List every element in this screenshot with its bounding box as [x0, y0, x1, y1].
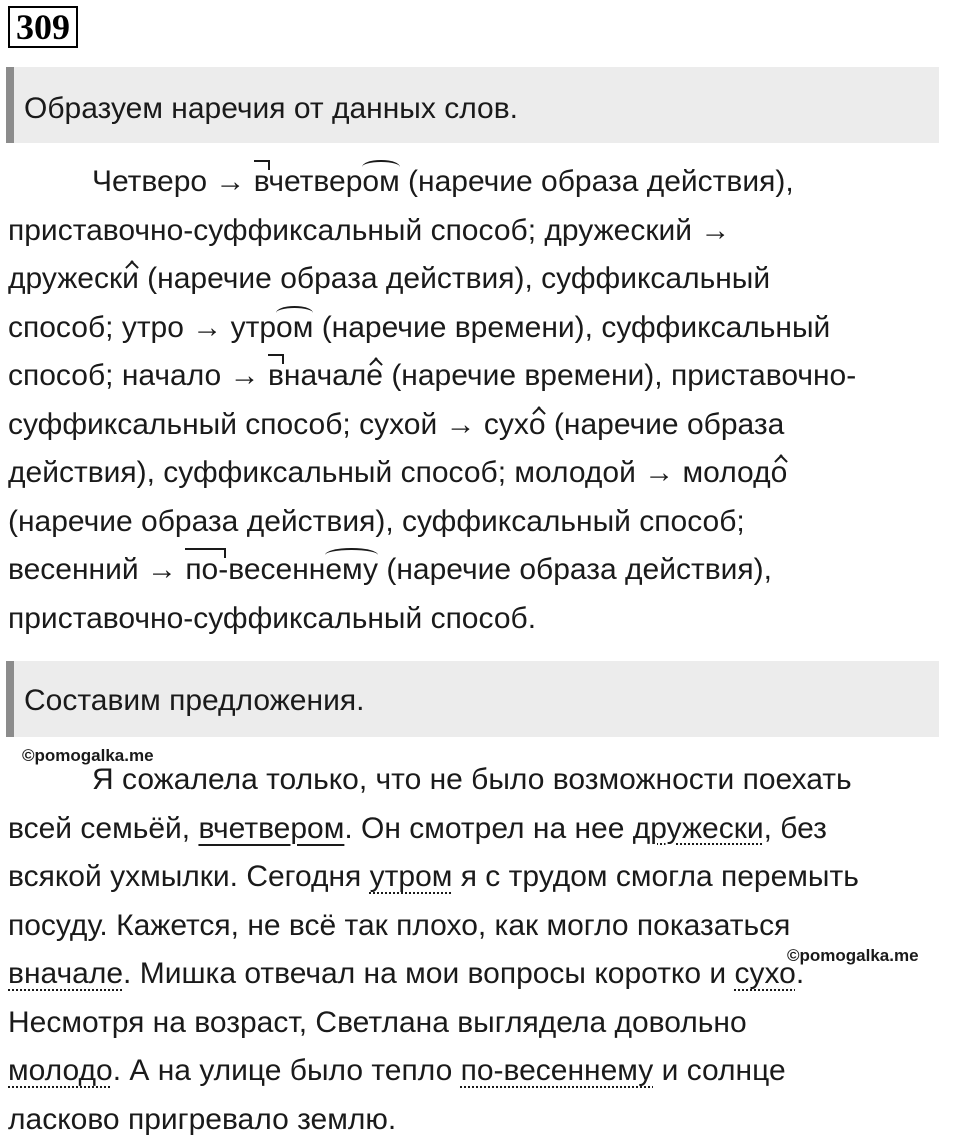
- section-heading-2-text: Составим предложения.: [24, 684, 365, 717]
- adverb-underlined: утром: [369, 860, 453, 893]
- derived-adverb: вначал е: [268, 352, 383, 401]
- source-word: весенний: [8, 553, 139, 586]
- source-word: молодой: [514, 456, 636, 489]
- source-word: утро: [121, 310, 184, 344]
- derivation-paragraph: Четверо → вчетвер ом (наречие образа действия), приставочно-суффиксальный способ; дружеский → дружеск и (наречие образа действия), суффиксальный способ; утро → утр ом (наречие времени), суффиксальный способ; начало → вначал е (наречие времени), приставочно- суффиксальный способ; сухой → сух о (наречие образа действия), суффиксальный способ; молодой → молод о (наречие образа действия), суффиксальный способ; весенний → по-весенн ему (наречие образа действия), приставочно-суффиксальный способ.: [8, 158, 953, 643]
- source-word: начало: [121, 359, 222, 392]
- adverb-underlined: вначале: [8, 957, 124, 990]
- derived-adverb: утр ом: [231, 304, 314, 353]
- arrow: →: [215, 165, 246, 198]
- adverb-underlined: молодо: [8, 1054, 113, 1087]
- source-word: сухой: [359, 407, 438, 441]
- watermark: ©pomogalka.me: [787, 946, 919, 965]
- adverb-underlined: сухо: [734, 957, 796, 990]
- section-heading-2: [6, 661, 939, 737]
- derived-adverb: дружеск и: [8, 255, 139, 304]
- sentences-paragraph: Я сожалела только, что не было возможности поехать всей семьёй, вчетвером. Он смотрел на нее дружески, без всякой ухмылки. Сегодня утром я с трудом смогла перемыть посуду. Кажется, не всё так плохо, как могло показаться вначале. Мишка отвечал на мои вопросы коротко и сухо. Несмотря на возраст, Светлана выглядела довольно молодо. А на улице было тепло по-весеннему и солнце ласково пригревало землю.: [8, 763, 859, 1136]
- adverb-underlined: дружески: [632, 811, 764, 845]
- derived-adverb: по-весенн ему: [185, 546, 378, 595]
- adverb-underlined: по-весеннему: [460, 1054, 654, 1087]
- derived-adverb: сух о: [484, 401, 546, 450]
- derived-adverb: молод о: [683, 449, 788, 498]
- section-heading-1: [6, 67, 939, 143]
- section-heading-1-text: Образуем наречия от данных слов.: [24, 92, 518, 125]
- derived-adverb: вчетвер ом: [254, 158, 400, 207]
- adverb-underlined: вчетвером: [198, 811, 345, 845]
- source-word: дружеский: [544, 213, 692, 247]
- watermark: ©pomogalka.me: [22, 746, 154, 765]
- source-word: Четверо: [92, 165, 208, 198]
- task-number: 309: [8, 6, 78, 48]
